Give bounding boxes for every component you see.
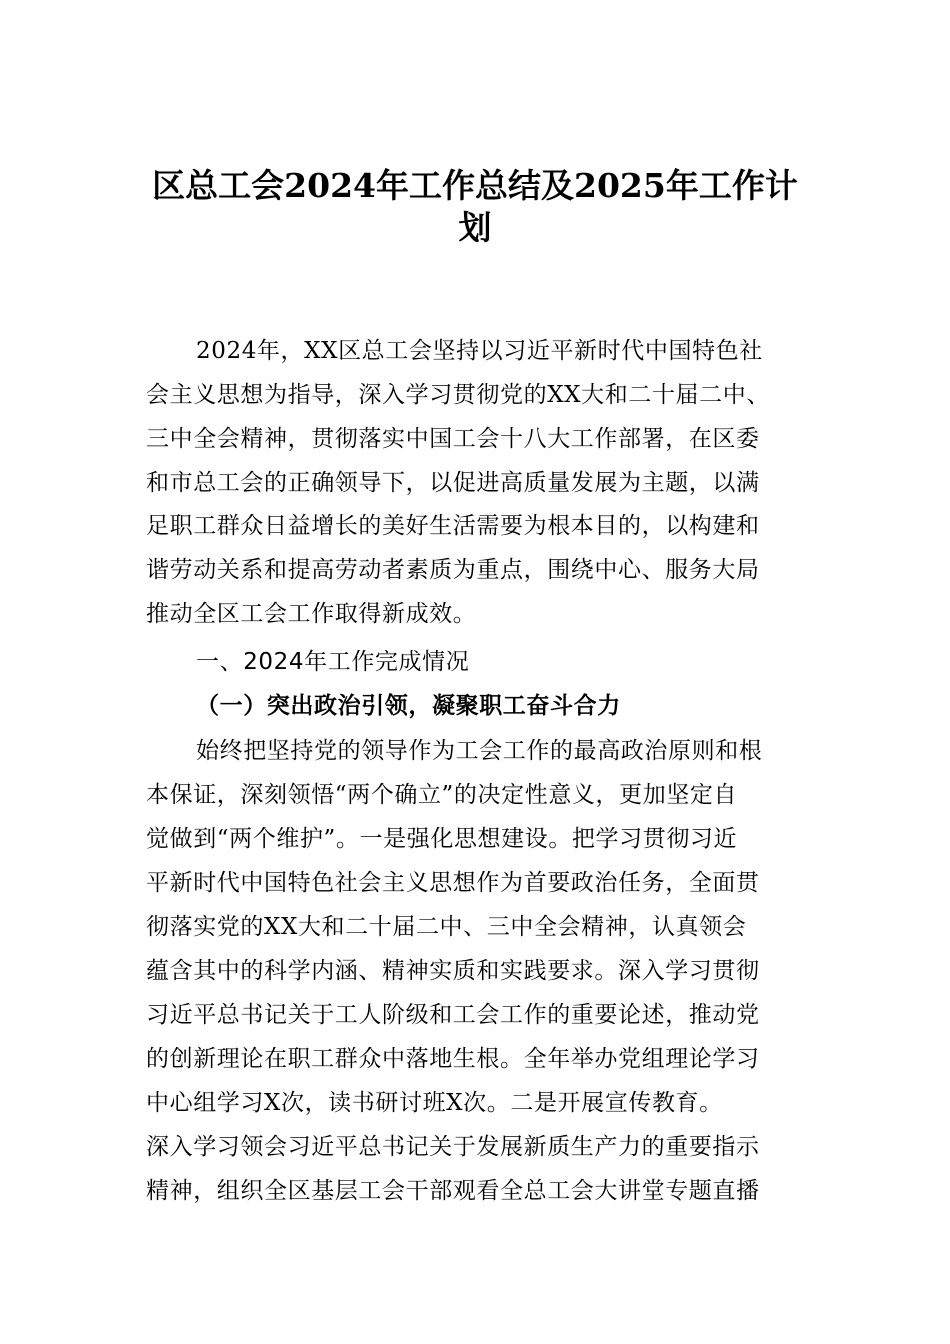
paragraph-line: 觉做到“两个维护”。一是强化思想建设。把学习贯彻习近: [146, 826, 738, 852]
document-title-line-2: 划: [458, 208, 492, 247]
paragraph-line: 精神，组织全区基层工会干部观看全总工会大讲堂专题直播: [146, 1178, 760, 1204]
paragraph-line: 推动全区工会工作取得新成效。: [146, 601, 477, 627]
paragraph-line: 的创新理论在职工群众中落地生根。全年举办党组理论学习: [146, 1046, 760, 1072]
paragraph-line: 始终把坚持党的领导作为工会工作的最高政治原则和根: [196, 738, 763, 764]
paragraph-line: 谐劳动关系和提高劳动者素质为重点，围绕中心、服务大局: [146, 557, 760, 583]
paragraph-line: 足职工群众日益增长的美好生活需要为根本目的，以构建和: [146, 513, 760, 539]
paragraph-line: 平新时代中国特色社会主义思想作为首要政治任务，全面贯: [146, 870, 760, 896]
subsection-heading: （一）突出政治引领，凝聚职工奋斗合力: [196, 692, 621, 719]
paragraph-line: 三中全会精神，贯彻落实中国工会十八大工作部署，在区委: [146, 426, 760, 452]
paragraph-line: 蕴含其中的科学内涵、精神实质和实践要求。深入学习贯彻: [146, 958, 760, 984]
paragraph-line: 彻落实党的XX大和二十届二中、三中全会精神，认真领会: [146, 914, 747, 940]
paragraph-line: 2024年，XX区总工会坚持以习近平新时代中国特色社: [196, 338, 763, 364]
paragraph-line: 中心组学习X次，读书研讨班X次。二是开展宣传教育。: [146, 1090, 723, 1116]
paragraph-line: 习近平总书记关于工人阶级和工会工作的重要论述，推动党: [146, 1002, 760, 1028]
paragraph-line: 和市总工会的正确领导下，以促进高质量发展为主题，以满: [146, 470, 760, 496]
section-heading: 一、2024年工作完成情况: [196, 649, 470, 675]
paragraph-line: 深入学习领会习近平总书记关于发展新质生产力的重要指示: [146, 1134, 760, 1160]
paragraph-line: 会主义思想为指导，深入学习贯彻党的XX大和二十届二中、: [146, 382, 770, 408]
document-title-line-1: 区总工会2024年工作总结及2025年工作计: [152, 166, 798, 205]
paragraph-line: 本保证，深刻领悟“两个确立”的决定性意义，更加坚定自: [146, 782, 738, 808]
